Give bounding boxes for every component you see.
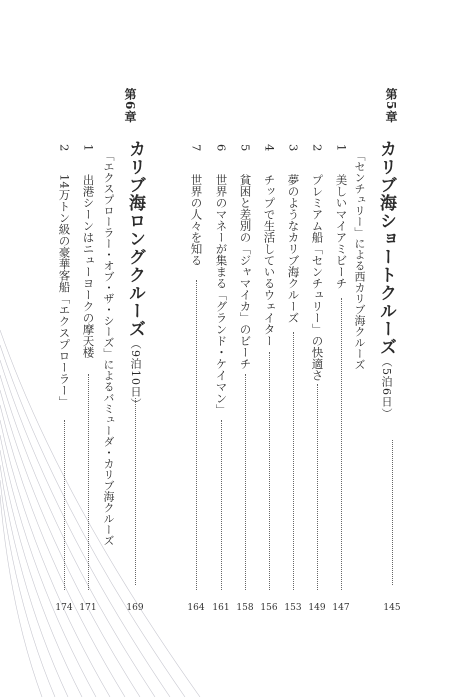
ch6-section-2-leader <box>64 420 65 590</box>
chapter-6-subtitle: （9泊10日） <box>129 338 142 410</box>
chapter-6-page: 169 <box>126 603 144 613</box>
ch5-section-3-title: 夢のようなカリブ海クルーズ <box>286 174 301 324</box>
ch5-section-4-leader <box>269 352 270 590</box>
ch5-section-4-title: チップで生活しているウェイター <box>262 174 277 347</box>
ch5-section-6-number: 6 <box>214 144 229 152</box>
chapter-5-leader <box>392 440 393 585</box>
chapter-5-label: 第5章 <box>384 88 398 124</box>
chapter-6-title-text: カリブ海ロングクルーズ <box>125 140 145 338</box>
ch5-section-5-leader <box>245 374 246 590</box>
ch5-section-2-title: プレミアム船「センチュリー」の快適さ <box>310 174 325 381</box>
ch5-section-2-page: 149 <box>308 603 326 613</box>
ch5-section-5-number: 5 <box>238 144 253 152</box>
ch5-section-1-number: 1 <box>334 144 349 152</box>
ch5-section-6-leader <box>221 420 222 590</box>
chapter-6-intro: 「エクスプローラー・オブ・ザ・シーズ」によるバミューダ・カリブ海クルーズ <box>102 150 115 546</box>
ch5-section-5-title: 貧困と差別の「ジャマイカ」のビーチ <box>238 174 253 370</box>
chapter-5-title <box>377 140 394 420</box>
ch5-section-4-page: 156 <box>260 603 278 613</box>
ch5-section-7-leader <box>196 280 197 590</box>
ch5-section-1-leader <box>341 298 342 590</box>
ch6-section-2-number: 2 <box>57 144 72 152</box>
ch5-section-3-page: 153 <box>284 603 302 613</box>
ch6-section-1-leader <box>88 374 89 590</box>
ch6-section-1-page: 171 <box>79 603 97 613</box>
ch6-section-2-title: 14万トン級の豪華客船「エクスプローラー」 <box>57 174 72 408</box>
ch5-section-4-number: 4 <box>262 144 277 152</box>
ch5-section-5-page: 158 <box>236 603 254 613</box>
ch5-section-1-page: 147 <box>332 603 350 613</box>
chapter-6-label: 第6章 <box>123 88 137 124</box>
ch5-section-1-title: 美しいマイアミビーチ <box>334 174 349 289</box>
ch5-section-7-number: 7 <box>189 144 204 152</box>
ch5-section-6-page: 161 <box>212 603 230 613</box>
chapter-6-leader <box>135 398 136 585</box>
ch5-section-7-page: 164 <box>187 603 205 613</box>
chapter-5-page: 145 <box>383 603 401 613</box>
ch5-section-2-leader <box>317 384 318 590</box>
ch5-section-7-title: 世界の人々を知る <box>189 174 204 266</box>
chapter-5-intro: 「センチュリー」による西カリブ海クルーズ <box>353 150 366 370</box>
ch5-section-3-number: 3 <box>286 144 301 152</box>
chapter-5-title-text: カリブ海ショートクルーズ <box>376 140 396 356</box>
chapter-5-subtitle: （5泊6日） <box>380 356 393 420</box>
chapter-6-title <box>126 140 143 410</box>
ch5-section-6-title: 世界のマネーが集まる「グランド・ケイマン」 <box>214 174 229 416</box>
ch5-section-2-number: 2 <box>310 144 325 152</box>
ch6-section-2-page: 174 <box>55 603 73 613</box>
ch6-section-1-number: 1 <box>81 144 96 152</box>
ch6-section-1-title: 出港シーンはニューヨークの摩天楼 <box>81 174 96 358</box>
ch5-section-3-leader <box>293 332 294 590</box>
